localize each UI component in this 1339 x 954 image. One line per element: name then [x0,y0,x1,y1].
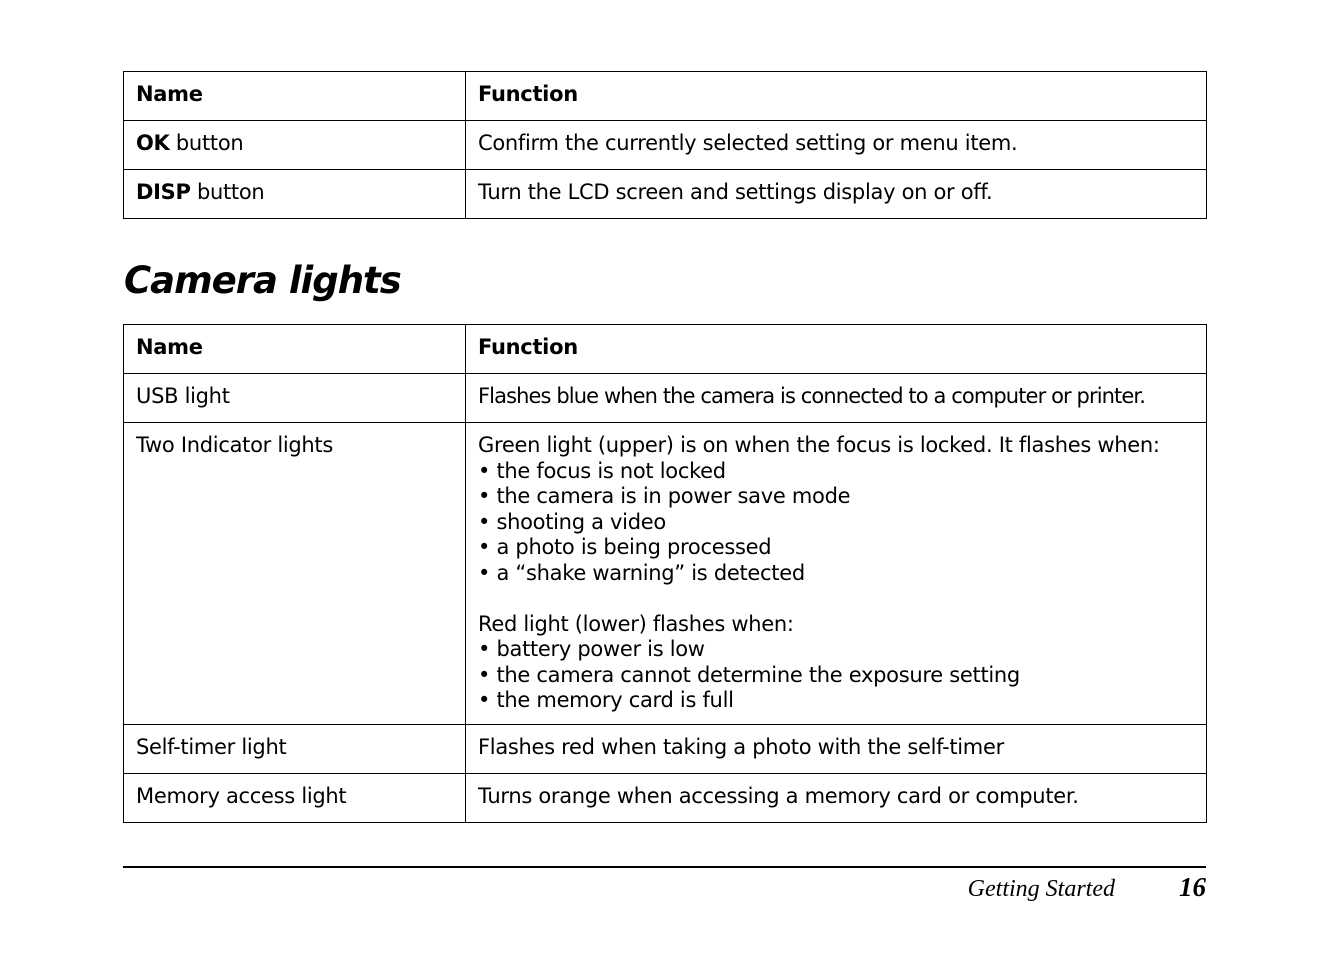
list-item: • the camera is in power save mode [478,484,1194,510]
row-function: Turns orange when accessing a memory card or computer. [466,773,1207,822]
row-name: Two Indicator lights [124,423,466,725]
row-function: Turn the LCD screen and settings display on or off. [466,170,1207,219]
header-function: Function [466,325,1207,374]
header-name: Name [124,325,466,374]
row-name: Memory access light [124,773,466,822]
row-function [466,423,1207,725]
table-row [124,773,1207,822]
red-light-list [478,637,1194,714]
footer-rule [123,866,1206,868]
list-item: • the focus is not locked [478,459,1194,485]
section-title: Camera lights [124,259,401,302]
table-row [124,423,1207,725]
list-item: • battery power is low [478,637,1194,663]
list-item: • the memory card is full [478,688,1194,714]
row-function: Flashes red when taking a photo with the self-timer [466,724,1207,773]
red-light-intro: Red light (lower) flashes when: [478,611,794,636]
green-light-intro: Green light (upper) is on when the focus is locked. It flashes when: [478,433,1160,457]
table-row [124,170,1207,219]
row-function: Flashes blue when the camera is connected to a computer or printer. [466,374,1207,423]
table-header-row [124,72,1207,121]
row-name: Self-timer light [124,724,466,773]
buttons-table [123,71,1207,219]
page-number: 16 [1179,872,1206,902]
table-header-row [124,325,1207,374]
header-function: Function [466,72,1207,121]
footer-section-title: Getting Started [967,876,1115,902]
button-suffix: button [169,131,244,155]
button-suffix: button [190,180,265,204]
table-row [124,374,1207,423]
table-row [124,121,1207,170]
list-item: • the camera cannot determine the exposure setting [478,663,1194,689]
camera-lights-table [123,324,1207,823]
list-item: • a photo is being processed [478,535,1194,561]
list-item: • a “shake warning” is detected [478,561,1194,587]
table-row [124,724,1207,773]
green-light-list [478,459,1194,587]
spacer [478,586,1194,612]
row-name: USB light [124,374,466,423]
row-function: Confirm the currently selected setting or menu item. [466,121,1207,170]
row-name [124,121,466,170]
button-name: OK [136,131,170,155]
header-name: Name [124,72,466,121]
row-name [124,170,466,219]
button-name: DISP [136,180,191,204]
list-item: • shooting a video [478,510,1194,536]
